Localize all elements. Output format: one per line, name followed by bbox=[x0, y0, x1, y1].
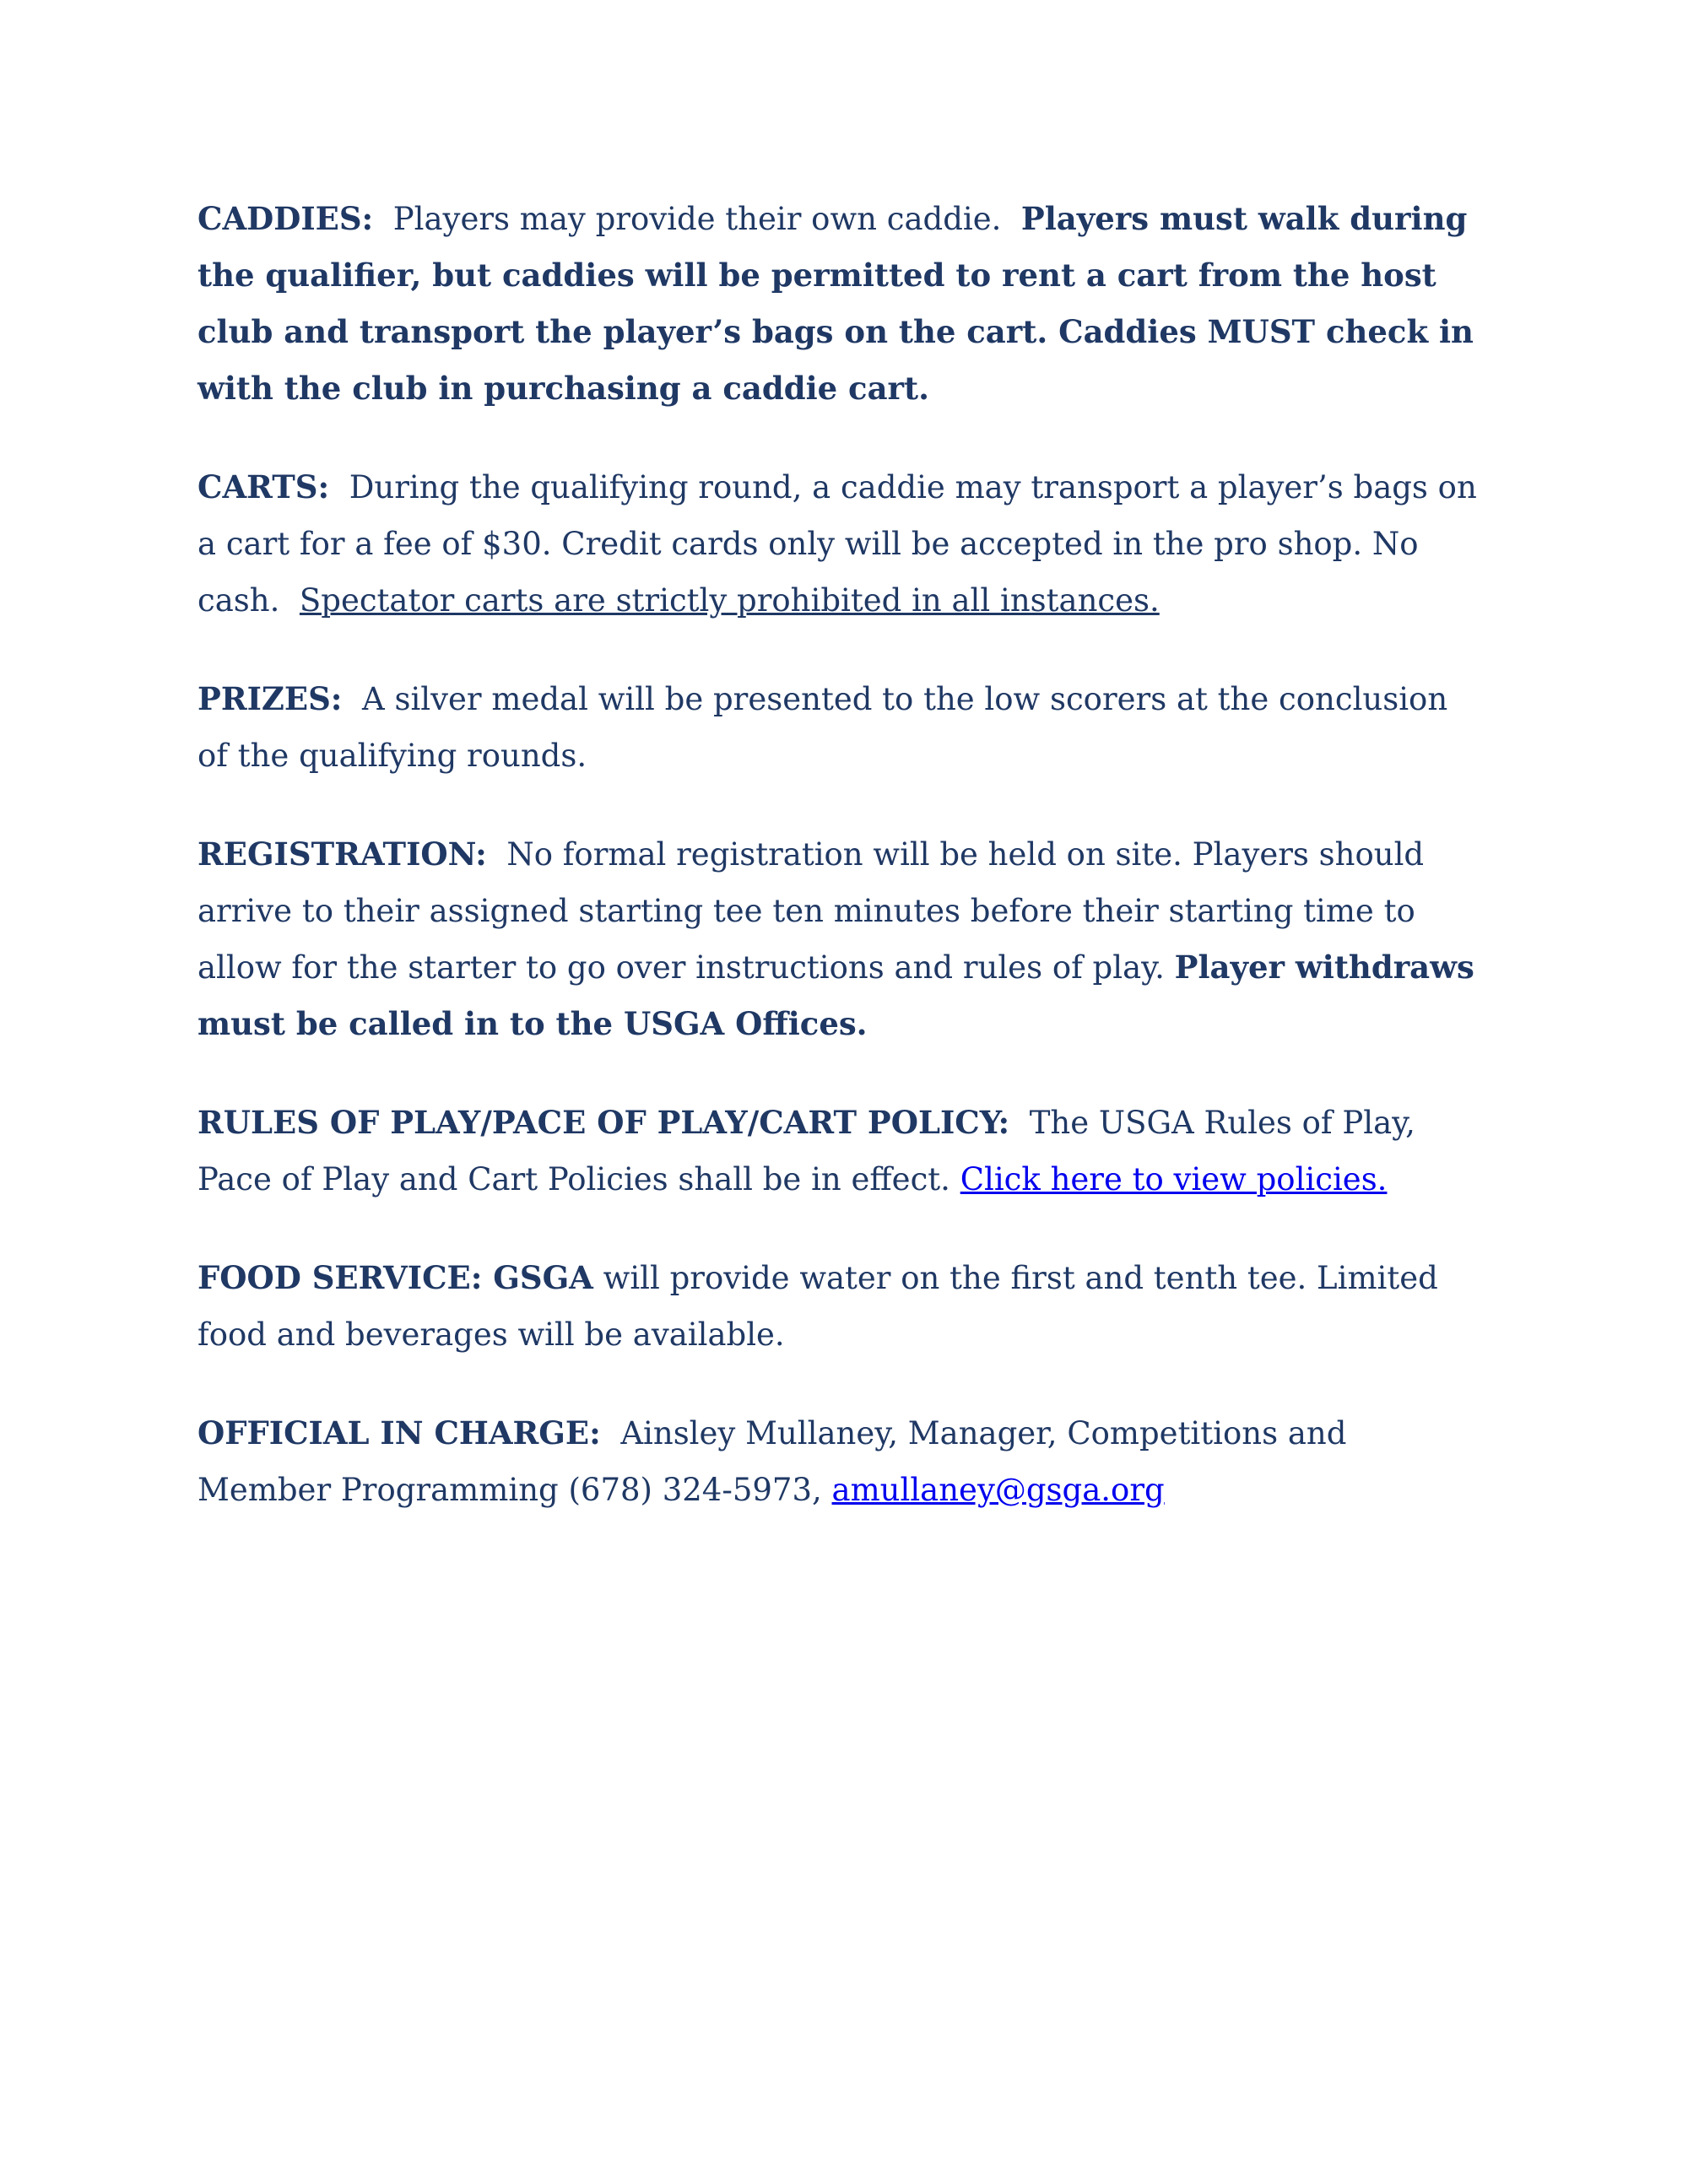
rules-text: The USGA Rules of Play, Pace of Play and Cart Policies shall be in effect. bbox=[197, 1105, 1415, 1197]
food-service-text: will provide water on the first and tenth tee. Limited food and beverages will be available. bbox=[197, 1260, 1438, 1353]
carts-label: CARTS: bbox=[197, 468, 330, 505]
prizes-text: A silver medal will be presented to the low scorers at the conclusion of the qualifying rounds. bbox=[197, 681, 1448, 774]
registration-section bbox=[197, 826, 1480, 1052]
registration-label: REGISTRATION: bbox=[197, 835, 487, 873]
official-email-link[interactable]: amullaney@gsga.org bbox=[831, 1472, 1165, 1508]
caddies-section bbox=[197, 191, 1480, 417]
view-policies-link[interactable]: Click here to view policies. bbox=[960, 1161, 1388, 1197]
prizes-label: PRIZES: bbox=[197, 680, 343, 717]
food-service-label: FOOD SERVICE: GSGA bbox=[197, 1259, 593, 1296]
carts-section bbox=[197, 459, 1480, 629]
rules-label: RULES OF PLAY/PACE OF PLAY/CART POLICY: bbox=[197, 1104, 1010, 1141]
caddies-text: Players may provide their own caddie. bbox=[392, 201, 1002, 237]
rules-section bbox=[197, 1095, 1480, 1208]
carts-text: During the qualifying round, a caddie may transport a player’s bags on a cart for a fee of $30. Credit cards only will be accepted in the pro shop. No cash. bbox=[197, 469, 1477, 619]
official-text: Ainsley Mullaney, Manager, Competitions and Member Programming (678) 324-5973, bbox=[197, 1415, 1347, 1508]
caddies-label: CADDIES: bbox=[197, 200, 374, 237]
registration-bold-text: Player withdraws must be called in to the USGA Offices. bbox=[197, 949, 1474, 1042]
document-page bbox=[197, 191, 1480, 1560]
registration-text: No formal registration will be held on site. Players should arrive to their assigned starting tee ten minutes before their starting time to allow for the starter to go over instructions and rules of play. bbox=[197, 836, 1425, 986]
caddies-bold-text: Players must walk during the qualifier, but caddies will be permitted to rent a cart from the host club and transport the player’s bags on the cart. Caddies MUST check in with the club in purchasing a caddie cart. bbox=[197, 200, 1474, 407]
prizes-section bbox=[197, 671, 1480, 784]
carts-underlined-text: Spectator carts are strictly prohibited in all instances. bbox=[299, 582, 1160, 619]
official-label: OFFICIAL IN CHARGE: bbox=[197, 1414, 601, 1451]
official-section bbox=[197, 1405, 1480, 1518]
food-service-section bbox=[197, 1250, 1480, 1363]
